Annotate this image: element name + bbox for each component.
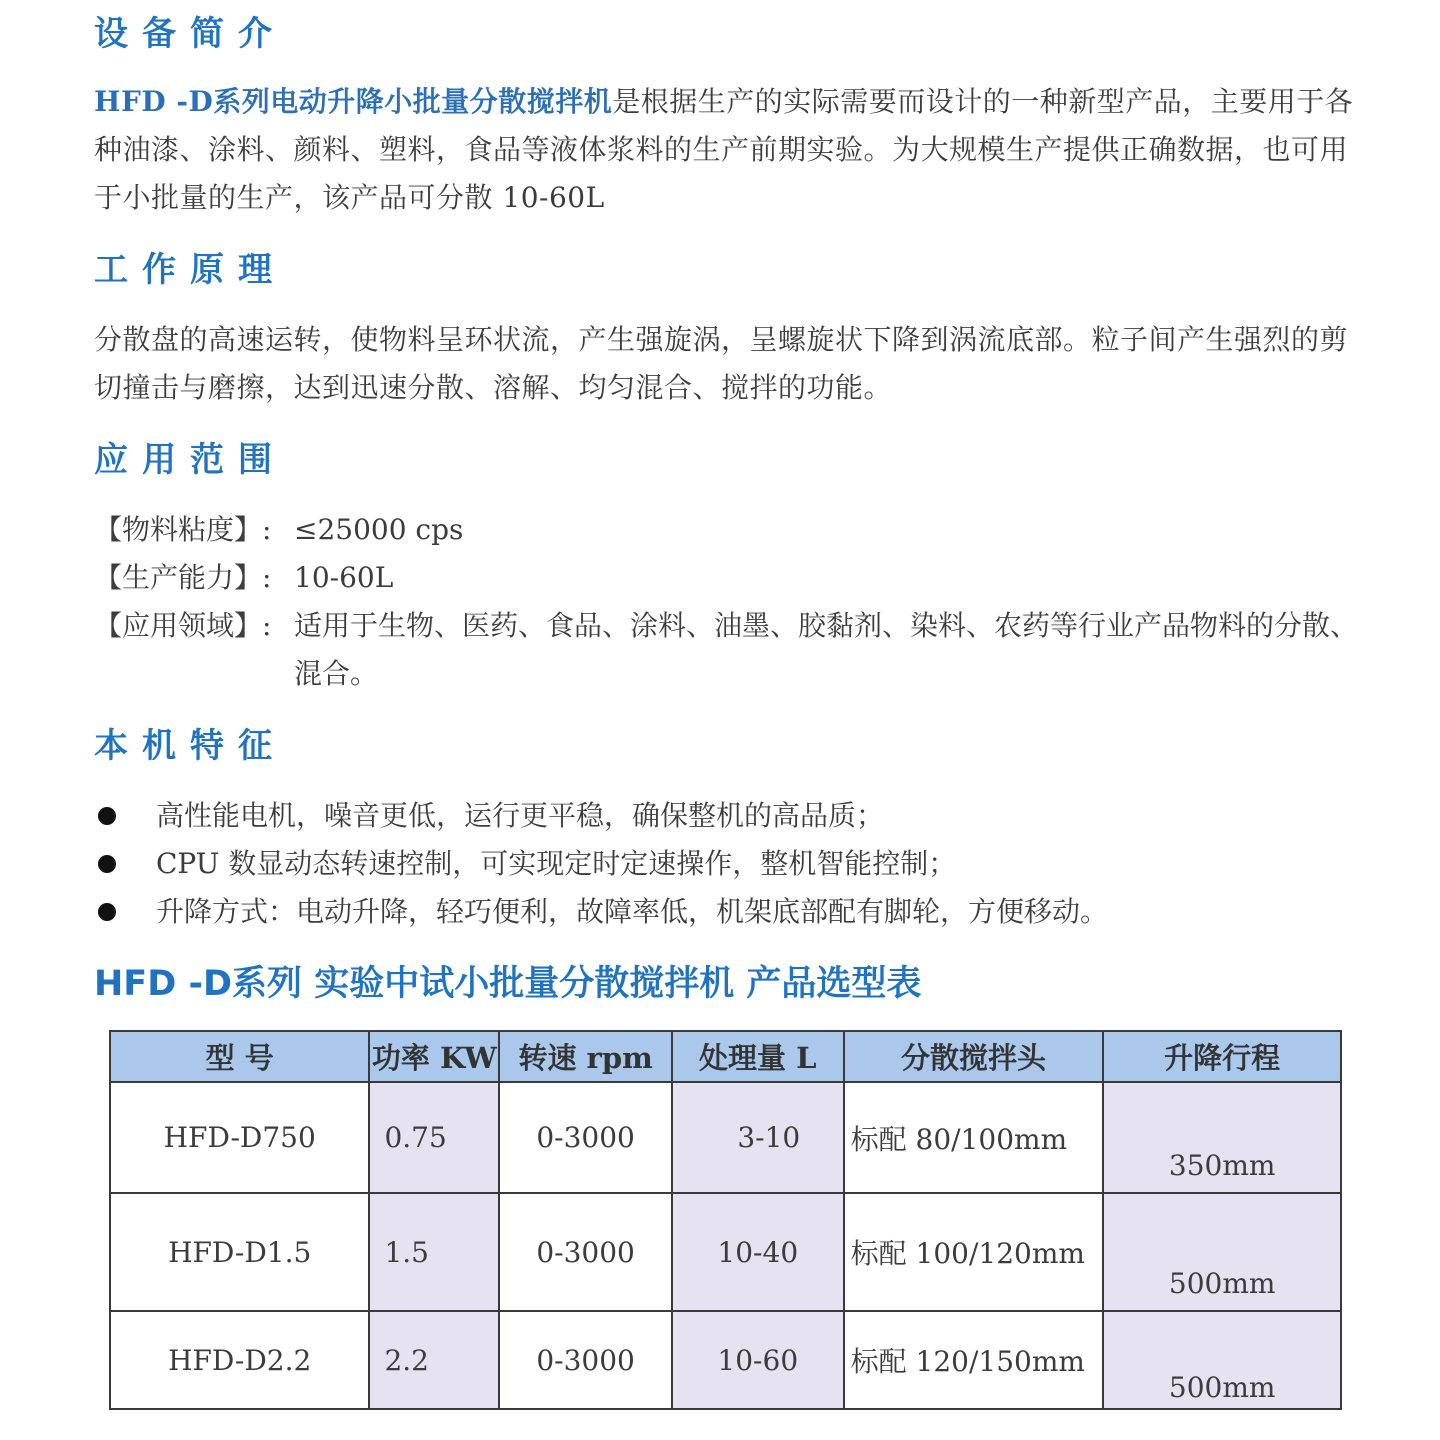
product-name: HFD -D系列电动升降小批量分散搅拌机 — [94, 85, 613, 118]
application-list — [94, 506, 1364, 698]
list-item — [94, 792, 1364, 840]
spec-key: 【应用领域】: — [94, 609, 272, 642]
features-heading: 本机特征 — [94, 726, 286, 766]
spec-key: 【生产能力】: — [94, 561, 272, 594]
cell-speed: 0-3000 — [499, 1082, 672, 1193]
feature-text: CPU 数显动态转速控制，可实现定时定速操作，整机智能控制； — [156, 847, 957, 880]
list-item — [94, 888, 1364, 936]
bullet-icon — [98, 855, 116, 873]
application-heading: 应用范围 — [94, 440, 286, 480]
intro-text: 是根据生产的实际需要而设计的一种新型产品，主要用于各种油漆、涂料、颜料、塑料，食品等液体浆料的生产前期实验。为大规模生产提供正确数据，也可用于小批量的生产，该产品可分散 10-60L — [94, 85, 1354, 214]
cell-speed: 0-3000 — [499, 1311, 672, 1409]
table-row — [110, 1193, 1341, 1311]
cell-lift-stroke: 500mm — [1103, 1311, 1341, 1409]
bullet-icon — [98, 903, 116, 921]
cell-model: HFD-D2.2 — [110, 1311, 369, 1409]
spec-value: 适用于生物、医药、食品、涂料、油墨、胶黏剂、染料、农药等行业产品物料的分散、混合。 — [294, 609, 1359, 690]
table-title: HFD -D系列 实验中试小批量分散搅拌机 产品选型表 — [94, 964, 922, 1004]
header-capacity: 处理量 L — [672, 1031, 844, 1082]
spec-value: ≤25000 cps — [294, 513, 464, 546]
spec-row-field — [94, 602, 1364, 698]
principle-paragraph: 分散盘的高速运转，使物料呈环状流，产生强旋涡，呈螺旋状下降到涡流底部。粒子间产生强烈的剪切撞击与磨擦，达到迅速分散、溶解、均匀混合、搅拌的功能。 — [94, 323, 1349, 404]
intro-paragraph — [94, 78, 1364, 222]
feature-text: 升降方式：电动升降，轻巧便利，故障率低，机架底部配有脚轮，方便移动。 — [156, 895, 1109, 928]
spec-value: 10-60L — [294, 561, 394, 594]
bullet-icon — [98, 807, 116, 825]
cell-lift-stroke: 500mm — [1103, 1193, 1341, 1311]
header-speed: 转速 rpm — [499, 1031, 672, 1082]
spec-key: 【物料粘度】: — [94, 513, 272, 546]
header-lift-stroke: 升降行程 — [1103, 1031, 1341, 1082]
table-row — [110, 1311, 1341, 1409]
table-header-row — [110, 1031, 1341, 1082]
spec-row-viscosity — [94, 506, 1364, 554]
cell-model: HFD-D1.5 — [110, 1193, 369, 1311]
cell-disperser-head: 标配 80/100mm — [844, 1082, 1104, 1193]
cell-speed: 0-3000 — [499, 1193, 672, 1311]
intro-heading: 设备简介 — [94, 14, 286, 54]
cell-disperser-head: 标配 120/150mm — [844, 1311, 1104, 1409]
feature-text: 高性能电机，噪音更低，运行更平稳，确保整机的高品质； — [156, 799, 885, 832]
table-row — [110, 1082, 1341, 1193]
principle-heading: 工作原理 — [94, 250, 286, 290]
cell-lift-stroke: 350mm — [1103, 1082, 1341, 1193]
spec-row-capacity — [94, 554, 1364, 602]
header-power: 功率 KW — [369, 1031, 499, 1082]
cell-power: 0.75 — [369, 1082, 499, 1193]
list-item — [94, 840, 1364, 888]
cell-power: 2.2 — [369, 1311, 499, 1409]
product-selection-table — [109, 1030, 1342, 1410]
cell-capacity: 3-10 — [672, 1082, 844, 1193]
cell-capacity: 10-40 — [672, 1193, 844, 1311]
cell-model: HFD-D750 — [110, 1082, 369, 1193]
cell-capacity: 10-60 — [672, 1311, 844, 1409]
header-disperser-head: 分散搅拌头 — [844, 1031, 1104, 1082]
cell-power: 1.5 — [369, 1193, 499, 1311]
header-model: 型 号 — [110, 1031, 369, 1082]
cell-disperser-head: 标配 100/120mm — [844, 1193, 1104, 1311]
features-list — [94, 792, 1364, 936]
